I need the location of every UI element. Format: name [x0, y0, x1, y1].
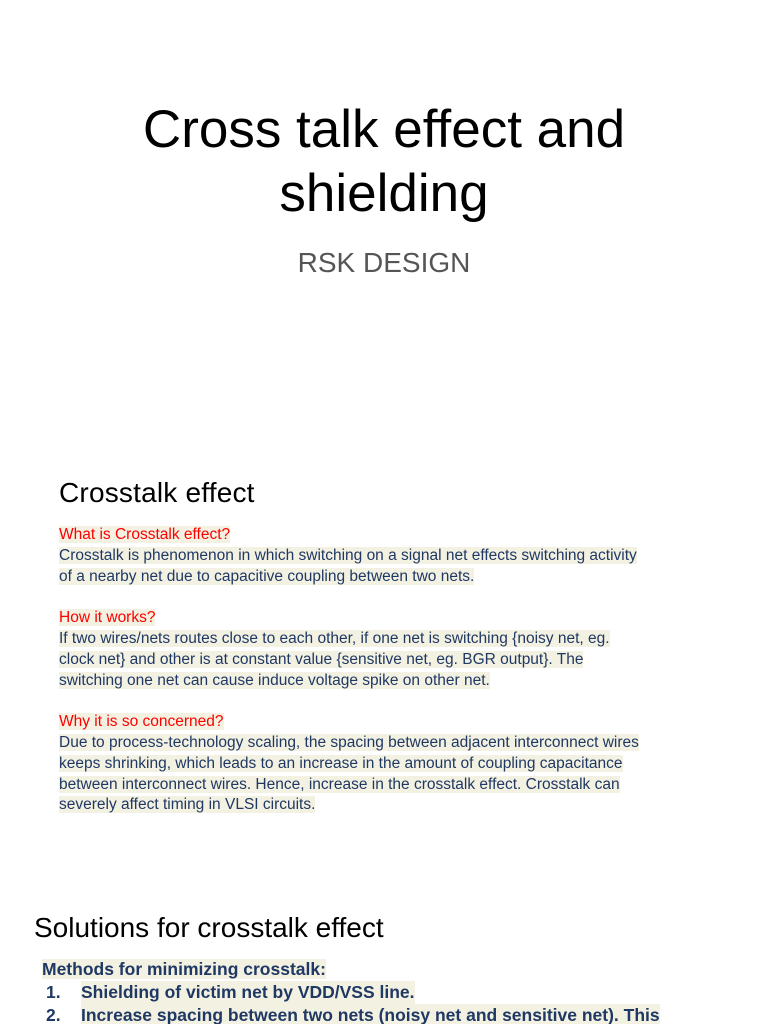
crosstalk-effect-slide: [0, 450, 768, 870]
qa-section: [59, 608, 759, 691]
slide-heading: Solutions for crosstalk effect: [34, 912, 384, 943]
list-number: 2.: [46, 1005, 61, 1024]
slide-body: [59, 525, 759, 837]
section-question: Why it is so concerned?: [59, 713, 224, 731]
list-number: 1.: [46, 982, 61, 1002]
slide-subtitle: RSK DESIGN: [297, 247, 471, 278]
qa-section: [59, 712, 759, 816]
section-question: What is Crosstalk effect?: [59, 526, 231, 543]
section-line: severely affect timing in VLSI circuits.: [59, 796, 316, 814]
section-line: of a nearby net due to capacitive coupling between two nets.: [59, 567, 475, 585]
section-line: clock net} and other is at constant value {sensitive net, eg. BGR output}. The: [59, 650, 584, 668]
section-line: switching one net can cause induce voltage spike on other net.: [59, 671, 490, 689]
title-slide: [0, 0, 768, 450]
solutions-list: [42, 981, 762, 1024]
list-text: Shielding of victim net by VDD/VSS line.: [81, 982, 415, 1002]
slide-body: [42, 958, 762, 1024]
list-item: [42, 1004, 762, 1024]
section-line: between interconnect wires. Hence, increase in the crosstalk effect. Crosstalk can: [59, 775, 620, 793]
slide-title: Cross talk effect and shielding: [142, 100, 626, 223]
section-line: Due to process-technology scaling, the spacing between adjacent interconnect wires: [59, 733, 639, 751]
section-line: If two wires/nets routes close to each other, if one net is switching {noisy net, eg.: [59, 629, 610, 647]
qa-section: [59, 525, 759, 587]
methods-intro: Methods for minimizing crosstalk:: [42, 959, 326, 979]
section-line: Crosstalk is phenomenon in which switching on a signal net effects switching activity: [59, 546, 637, 564]
section-question: How it works?: [59, 609, 156, 627]
list-text: Increase spacing between two nets (noisy net and sensitive net). This: [81, 1004, 660, 1024]
solutions-slide: [0, 870, 768, 1024]
list-item: [42, 981, 762, 1004]
section-line: keeps shrinking, which leads to an increase in the amount of coupling capacitance: [59, 754, 623, 772]
slide-heading: Crosstalk effect: [59, 477, 255, 508]
